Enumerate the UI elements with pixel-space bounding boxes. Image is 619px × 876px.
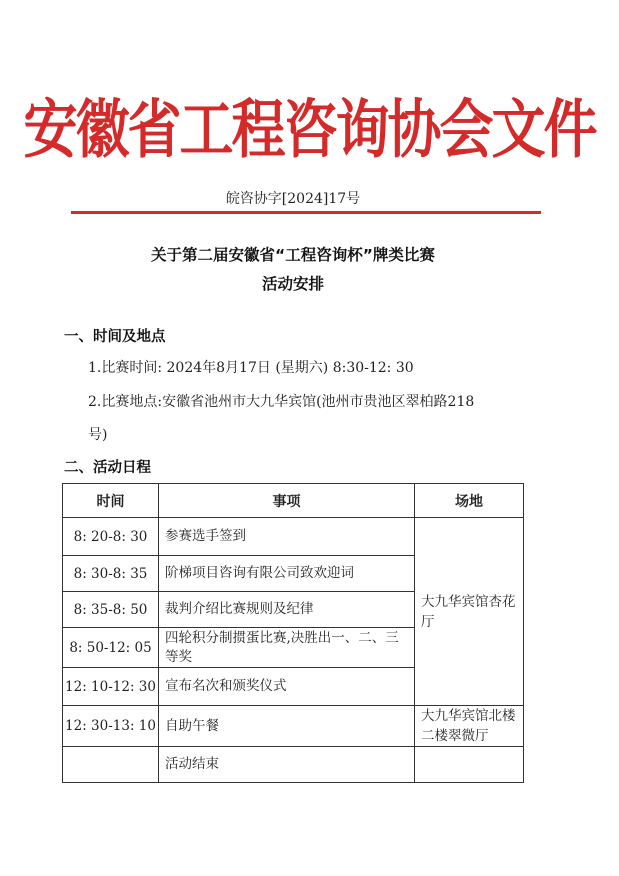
row-time: 8: 35-8: 50 [63,592,159,628]
header-red-rule [71,211,541,214]
org-header-title: 安徽省工程咨询协会文件 [23,91,596,167]
document-title-line-2: 活动安排 [261,275,324,293]
row-time: 12: 30-13: 10 [63,706,159,747]
row-item: 宣布名次和颁奖仪式 [159,668,415,706]
table-row [63,747,524,783]
row-time: 8: 20-8: 30 [63,518,159,556]
document-number: 皖咨协字[2024]17号 [225,191,361,207]
row-time: 12: 10-12: 30 [63,668,159,706]
section-heading-time-place: 一、时间及地点 [64,329,166,345]
table-header-row [63,484,524,518]
schedule-table [62,483,524,783]
row-item: 自助午餐 [159,706,415,747]
table-row [63,518,524,556]
venue-main-hall: 大九华宾馆杏花厅 [415,518,524,706]
document-title-line-1: 关于第二届安徽省“工程咨询杯”牌类比赛 [151,246,435,264]
section-heading-schedule: 二、活动日程 [64,460,151,476]
table-row [63,706,524,747]
column-header-item: 事项 [159,484,415,518]
venue-end [415,747,524,783]
match-place-line: 2.比赛地点:安徽省池州市大九华宾馆(池州市贵池区翠柏路218 [88,394,475,410]
match-place-line-cont: 号) [88,427,108,443]
row-time [63,747,159,783]
row-item: 阶梯项目咨询有限公司致欢迎词 [159,556,415,592]
column-header-venue: 场地 [415,484,524,518]
venue-lunch-hall: 大九华宾馆北楼二楼翠微厅 [415,706,524,747]
row-item: 参赛选手签到 [159,518,415,556]
column-header-time: 时间 [63,484,159,518]
row-item: 四轮积分制掼蛋比赛,决胜出一、二、三等奖 [159,628,415,668]
row-item: 裁判介绍比赛规则及纪律 [159,592,415,628]
row-item: 活动结束 [159,747,415,783]
match-time-line: 1.比赛时间: 2024年8月17日 (星期六) 8:30-12: 30 [88,360,414,376]
row-time: 8: 30-8: 35 [63,556,159,592]
row-time: 8: 50-12: 05 [63,628,159,668]
